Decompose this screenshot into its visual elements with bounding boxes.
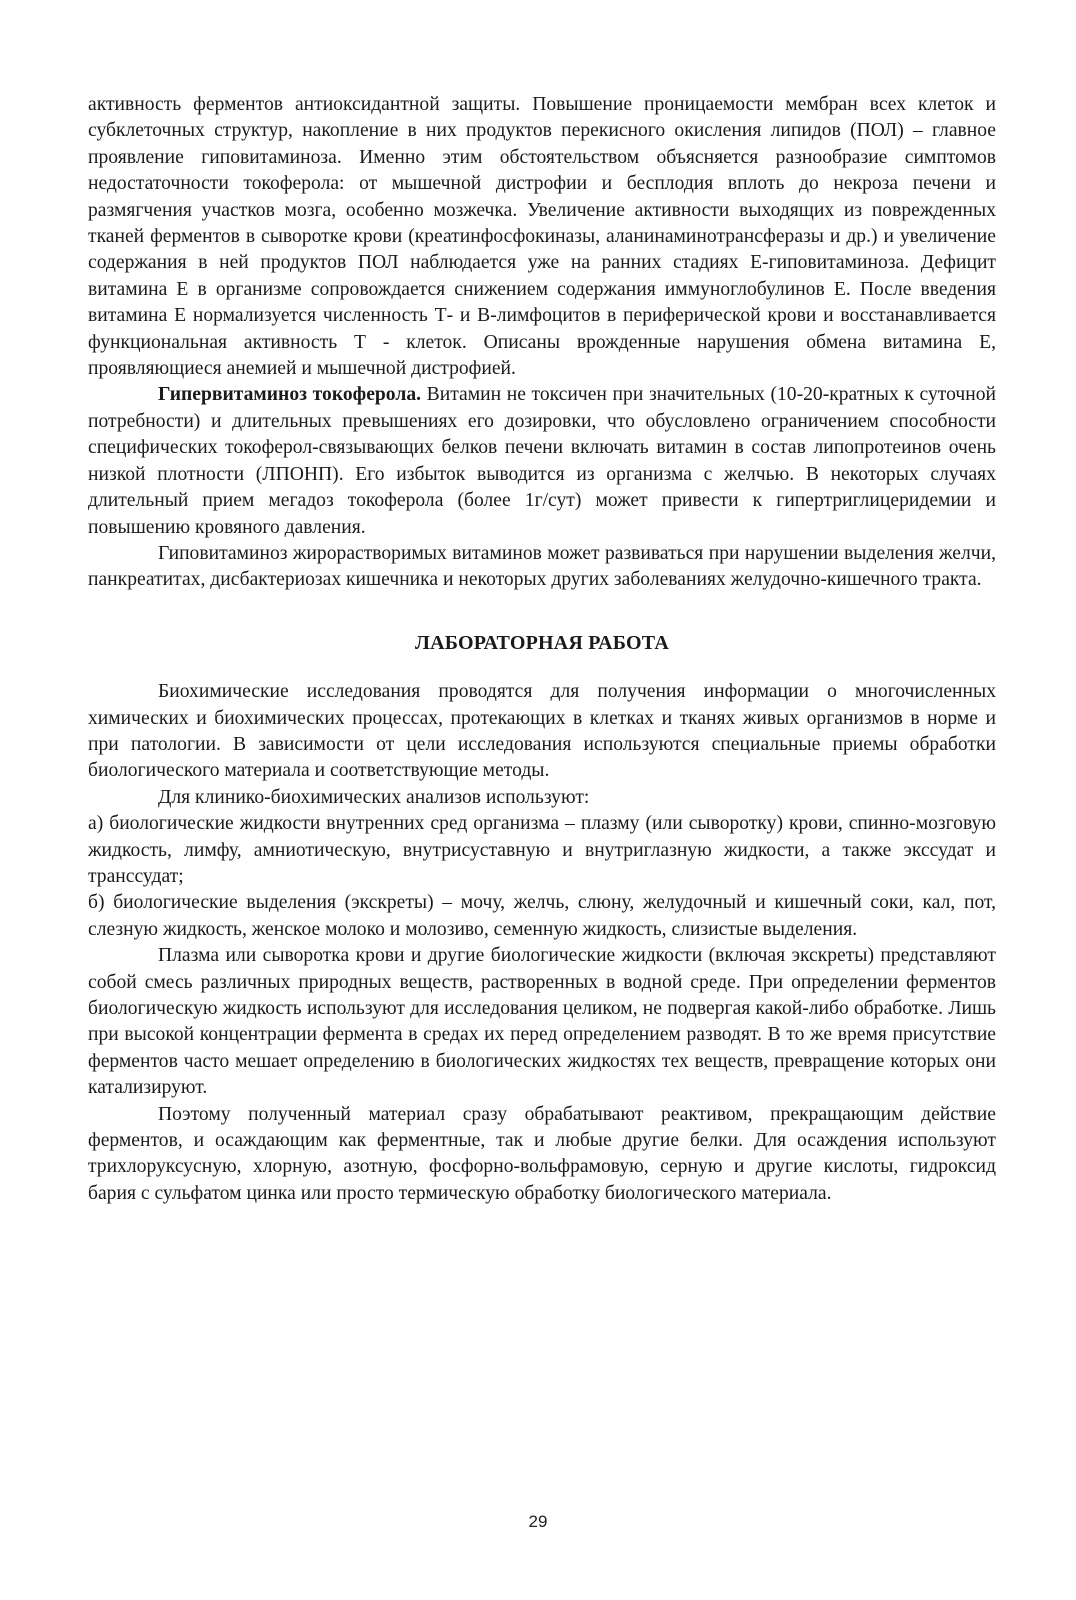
list-item-b-biological-excretions: б) биологические выделения (экскреты) – мочу, желчь, слюну, желудочный и кишечный соки, кал, пот, слезную жидкость, женское молоко и молозиво, семенную жидкость, слизистые выделения. bbox=[88, 892, 996, 940]
section-heading: ЛАБОРАТОРНАЯ РАБОТА bbox=[415, 631, 669, 654]
paragraph-hypovitaminosis-fat-soluble: Гиповитаминоз жирорастворимых витаминов может развиваться при нарушении выделения желчи, панкреатитах, дисбактериозах кишечника и некоторых других заболеваниях желудочно-кишечного тракта. bbox=[88, 542, 996, 591]
paragraph-lab-analyses-lead: Для клинико-биохимических анализов используют: bbox=[158, 786, 590, 808]
hypervitaminosis-body: Витамин не токсичен при значительных (10-20-кратных к суточной потребности) и длительных превышениях его дозировки, что обусловлено ограничением способности специфических токоферол-связывающих белков печени включать витамин в состав липопротеинов очень низкой плотности (ЛПОНП). Его избыток выводится из организма с желчью. В некоторых случаях длительный прием мегадоз токоферола (более 1г/сут) может привести к гипертриглицеридемии и повышению кровяного давления. bbox=[88, 384, 996, 538]
document-page bbox=[88, 92, 996, 1207]
run-in-heading-hypervitaminosis: Гипервитаминоз токоферола. bbox=[158, 384, 422, 406]
paragraph-vitamin-e-deficiency: активность ферментов антиоксидантной защиты. Повышение проницаемости мембран всех клеток и субклеточных структур, накопление в них продуктов перекисного окисления липидов (ПОЛ) – главное проявление гиповитаминоза. Именно этим обстоятельством объясняется разнообразие симптомов недостаточности токоферола: от мышечной дистрофии и бесплодия вплоть до некроза печени и размягчения участков мозга, особенно мозжечка. Увеличение активности выходящих из поврежденных тканей ферментов в сыворотке крови (креатинфосфокиназы, аланинаминотрансферазы и др.) и увеличение содержания в ней продуктов ПОЛ наблюдается уже на ранних стадиях Е-гиповитаминоза. Дефицит витамина Е в организме сопровождается снижением содержания иммуноглобулинов Е. После введения витамина Е нормализуется численность Т- и В-лимфоцитов в периферической крови и восстанавливается функциональная активность Т - клеток. Описаны врожденные нарушения обмена витамина Е, проявляющиеся анемией и мышечной дистрофией. bbox=[88, 94, 996, 380]
paragraph-protein-precipitation: Поэтому полученный материал сразу обрабатывают реактивом, прекращающим действие ферментов, и осаждающим как ферментные, так и любые другие белки. Для осаждения используют трихлоруксусную, хлорную, азотную, фосфорно-вольфрамовую, серную и другие кислоты, гидроксид бария с сульфатом цинка или просто термическую обработку биологического материала. bbox=[88, 1103, 996, 1204]
paragraph-lab-intro: Биохимические исследования проводятся для получения информации о многочисленных химических и биохимических процессах, протекающих в клетках и тканях живых организмов в норме и при патологии. В зависимости от цели исследования используются специальные приемы обработки биологического материала и соответствующие методы. bbox=[88, 681, 996, 782]
list-item-a-biological-fluids: а) биологические жидкости внутренних сред организма – плазму (или сыворотку) крови, спинно-мозговую жидкость, лимфу, амниотическую, внутрисуставную и внутриглазную жидкости, а также экссудат и транссудат; bbox=[88, 813, 996, 887]
paragraph-hypervitaminosis bbox=[88, 382, 996, 540]
paragraph-plasma-serum: Плазма или сыворотка крови и другие биологические жидкости (включая экскреты) представляют собой смесь различных природных веществ, растворенных в водной среде. При определении ферментов биологическую жидкость используют для исследования целиком, не подвергая какой-либо обработке. Лишь при высокой концентрации фермента в средах их перед определением разводят. В то же время присутствие ферментов часто мешает определению в биологических жидкостях тех веществ, превращение которых они катализируют. bbox=[88, 945, 996, 1099]
page-number: 29 bbox=[528, 1512, 548, 1531]
